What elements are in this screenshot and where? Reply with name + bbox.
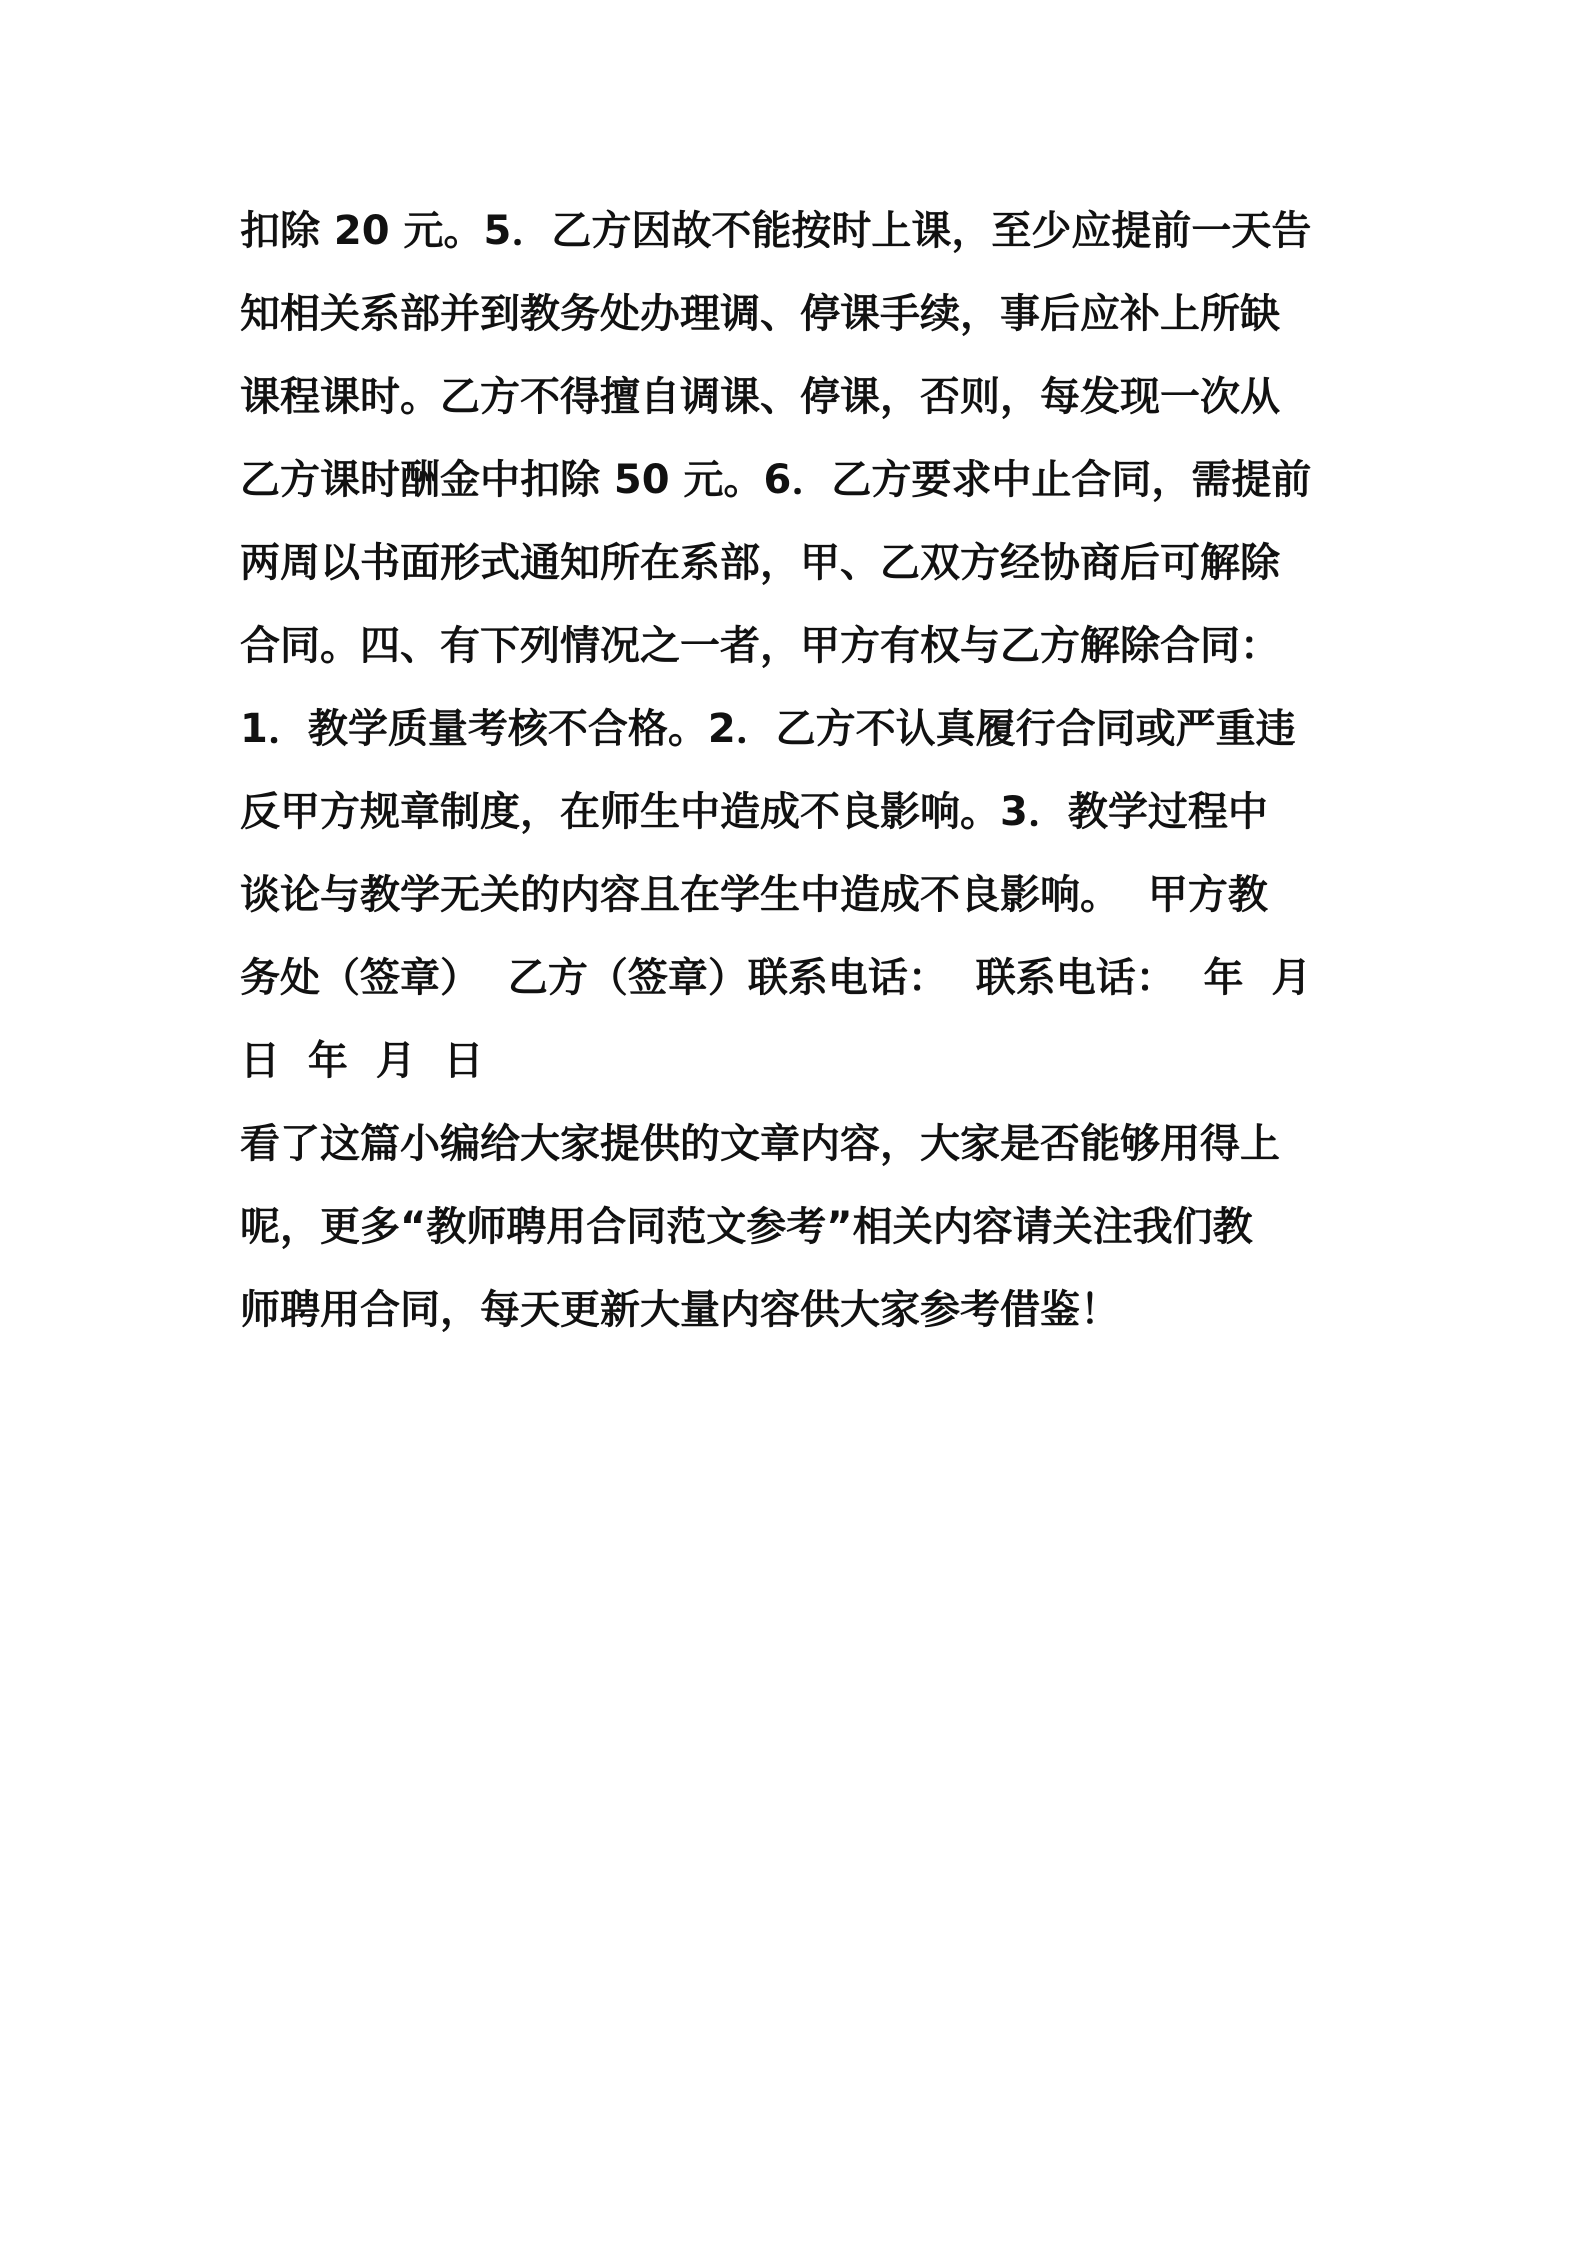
text-line: 看了这篇小编给大家提供的文章内容，大家是否能够用得上 xyxy=(240,1121,1280,1167)
text-line: 合同。四、有下列情况之一者，甲方有权与乙方解除合同： xyxy=(240,623,1280,669)
text-line: 扣除 20 元。5．乙方因故不能按时上课，至少应提前一天告 xyxy=(240,208,1312,254)
text-line: 呢，更多“教师聘用合同范文参考”相关内容请关注我们教 xyxy=(240,1204,1253,1250)
text-line: 两周以书面形式通知所在系部，甲、乙双方经协商后可解除 xyxy=(240,540,1280,586)
text-line: 1．教学质量考核不合格。2．乙方不认真履行合同或严重违 xyxy=(240,706,1296,752)
text-line: 务处（签章） 乙方（签章）联系电话： 联系电话： 年 月 xyxy=(240,955,1312,1001)
text-line: 课程课时。乙方不得擅自调课、停课，否则，每发现一次从 xyxy=(240,374,1280,420)
text-line: 谈论与教学无关的内容且在学生中造成不良影响。 甲方教 xyxy=(240,872,1268,918)
text-line: 知相关系部并到教务处办理调、停课手续，事后应补上所缺 xyxy=(240,291,1280,337)
document-body xyxy=(240,190,1350,1352)
text-line: 日 年 月 日 xyxy=(240,1038,484,1084)
text-line: 反甲方规章制度，在师生中造成不良影响。3．教学过程中 xyxy=(240,789,1268,835)
text-line: 乙方课时酬金中扣除 50 元。6．乙方要求中止合同，需提前 xyxy=(240,457,1312,503)
text-line: 师聘用合同，每天更新大量内容供大家参考借鉴！ xyxy=(240,1287,1120,1333)
